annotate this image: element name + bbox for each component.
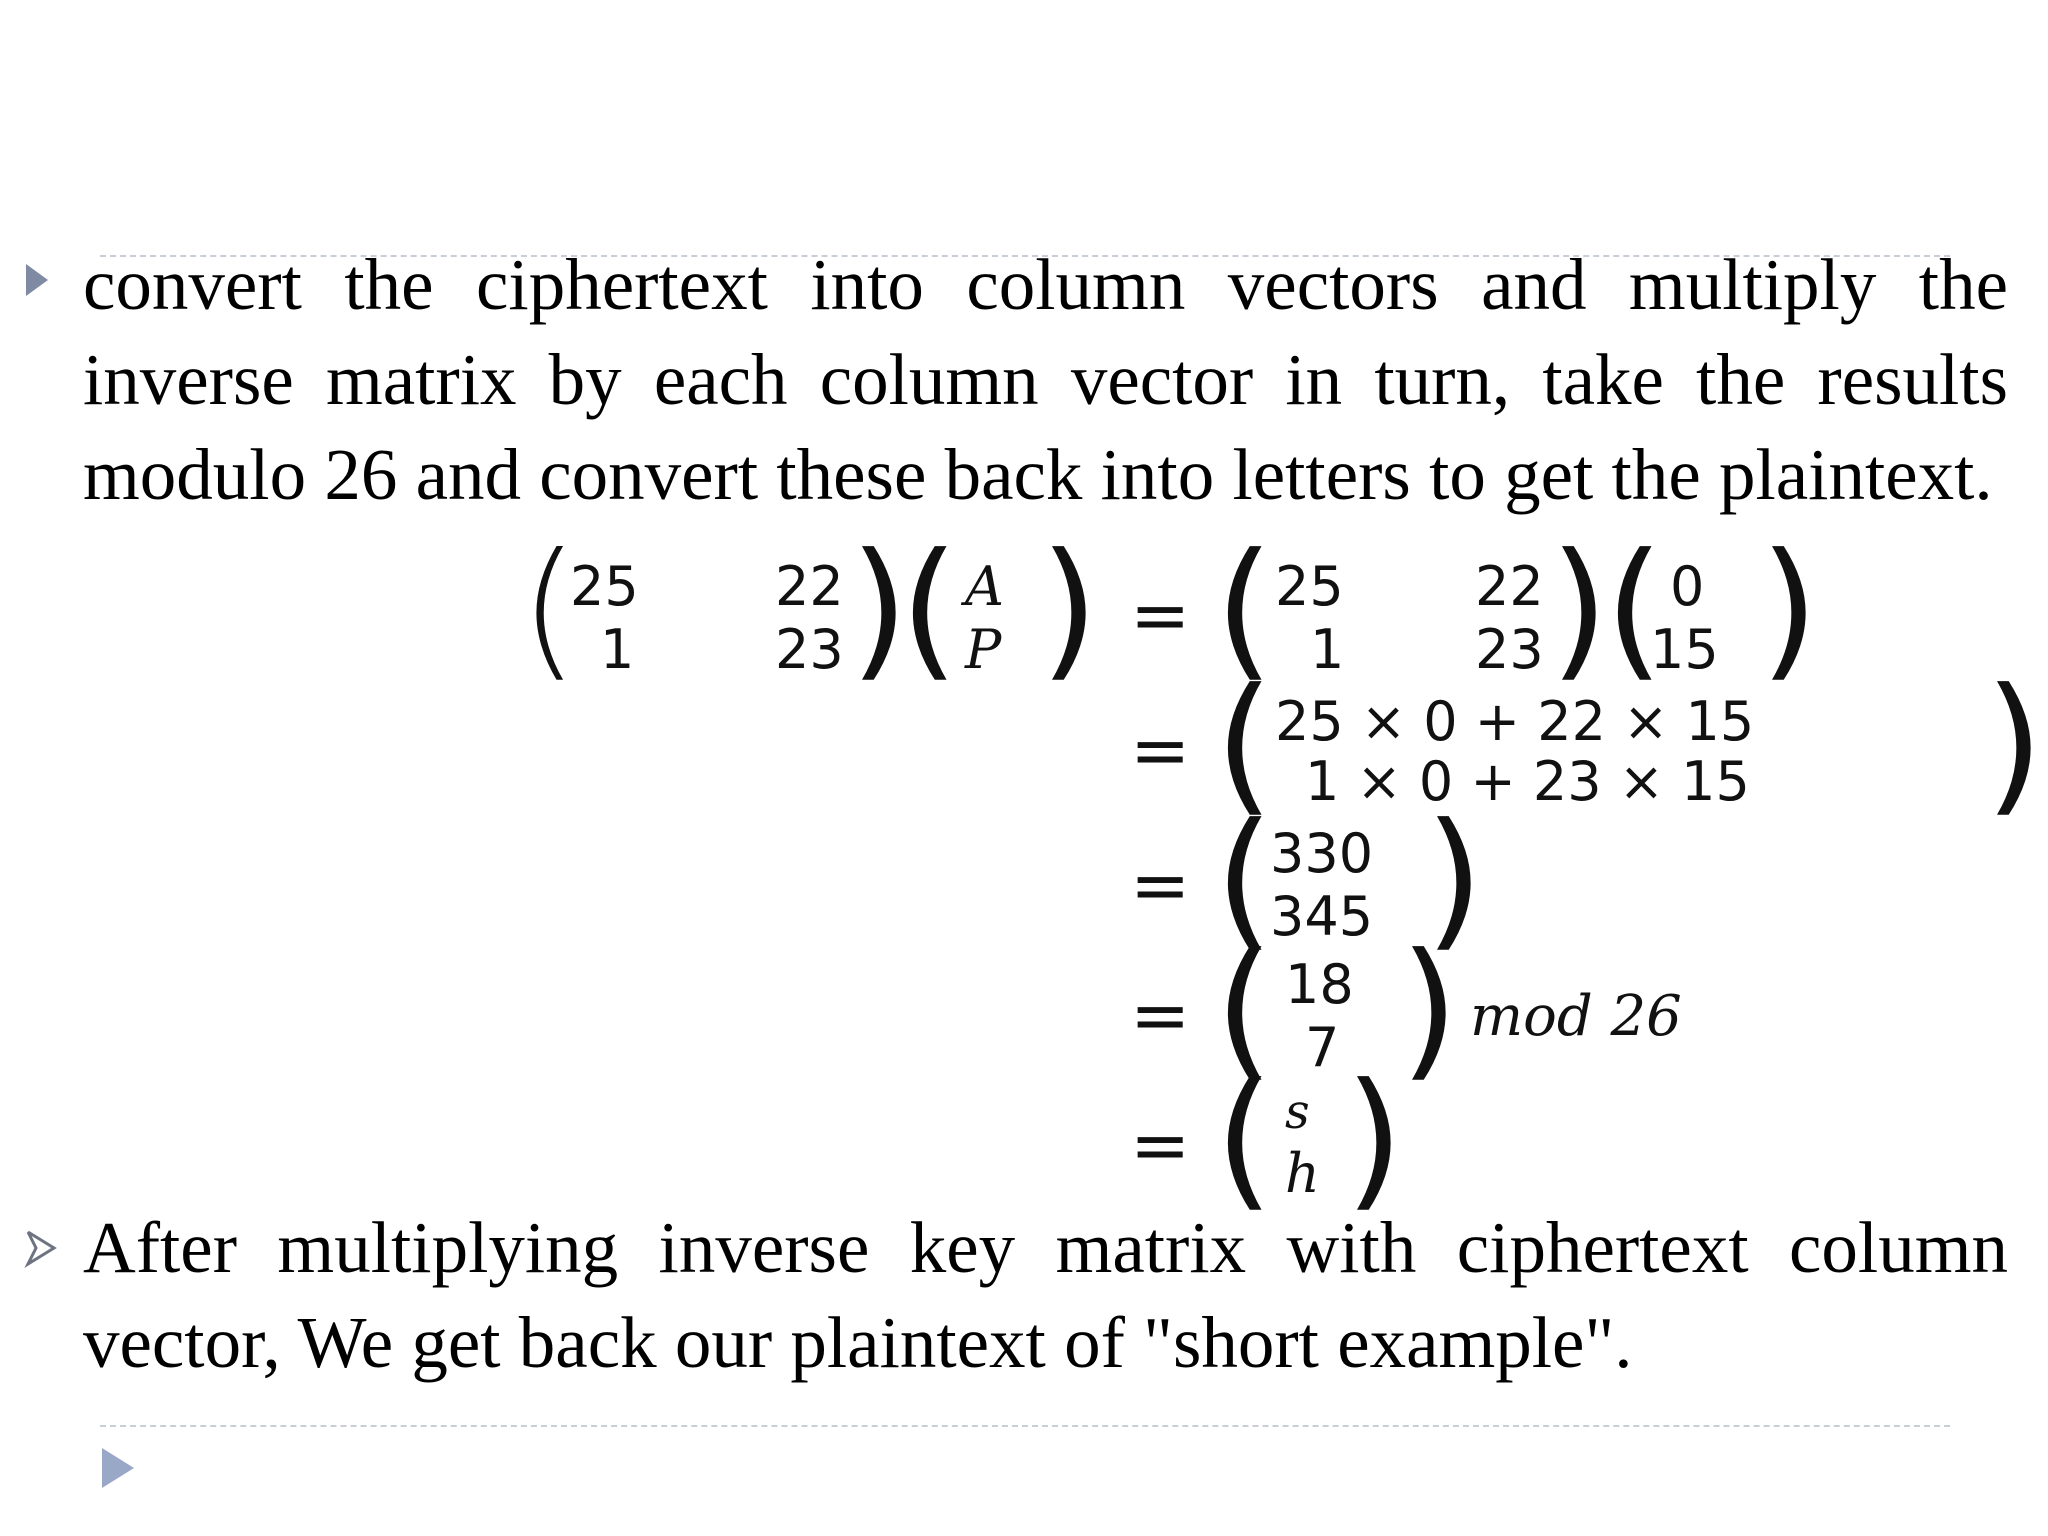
paren: ( <box>1215 522 1274 696</box>
row4-bottom: 7 <box>1305 1016 1340 1079</box>
equals-sign: = <box>1130 573 1191 657</box>
paren: ) <box>1400 922 1459 1096</box>
m1-d: 23 <box>775 618 844 681</box>
paren: ( <box>900 522 959 696</box>
bullet-1-text: convert the ciphertext into column vectors and multiply the inverse matrix by each column vector in turn, take the results modulo 26 and convert these back into letters to get the plaintext. <box>83 244 2008 515</box>
paren: ( <box>1215 657 1274 831</box>
paren: ) <box>850 522 909 696</box>
row5-top: s <box>1285 1084 1310 1140</box>
paren: ) <box>1345 1052 1404 1226</box>
equals-sign: = <box>1130 1103 1191 1187</box>
v2-b: 15 <box>1650 618 1719 681</box>
paren: ( <box>1215 1052 1274 1226</box>
paren: ) <box>1425 792 1484 966</box>
equals-sign: = <box>1130 708 1191 792</box>
m2-d: 23 <box>1475 618 1544 681</box>
m1-a: 25 <box>570 555 639 618</box>
m1-b: 22 <box>775 555 844 618</box>
row2-top: 25 × 0 + 22 × 15 <box>1275 690 1755 753</box>
paren: ) <box>1040 522 1099 696</box>
paren: ) <box>1985 657 2044 831</box>
equals-sign: = <box>1130 973 1191 1057</box>
paren: ( <box>1215 792 1274 966</box>
row2-bottom: 1 × 0 + 23 × 15 <box>1305 750 1750 813</box>
mod-26-label: mod 26 <box>1470 984 1682 1049</box>
m1-c: 1 <box>600 618 635 681</box>
m2-b: 22 <box>1475 555 1544 618</box>
paren: ( <box>520 522 579 696</box>
m2-a: 25 <box>1275 555 1344 618</box>
paren: ( <box>1605 522 1664 696</box>
paren: ( <box>1215 922 1274 1096</box>
v1-b: P <box>965 618 1002 681</box>
v2-a: 0 <box>1670 555 1705 618</box>
v1-a: A <box>965 555 1004 618</box>
row3-bottom: 345 <box>1270 885 1374 948</box>
paren: ) <box>1550 522 1609 696</box>
row4-top: 18 <box>1285 953 1354 1016</box>
m2-c: 1 <box>1310 618 1345 681</box>
paren: ) <box>1760 522 1819 696</box>
equals-sign: = <box>1130 843 1191 927</box>
row5-bottom: h <box>1285 1142 1320 1205</box>
bullet-2-text: After multiplying inverse key matrix with ciphertext column vector, We get back our plaintext of "short example". <box>83 1207 2008 1383</box>
row3-top: 330 <box>1270 822 1374 885</box>
